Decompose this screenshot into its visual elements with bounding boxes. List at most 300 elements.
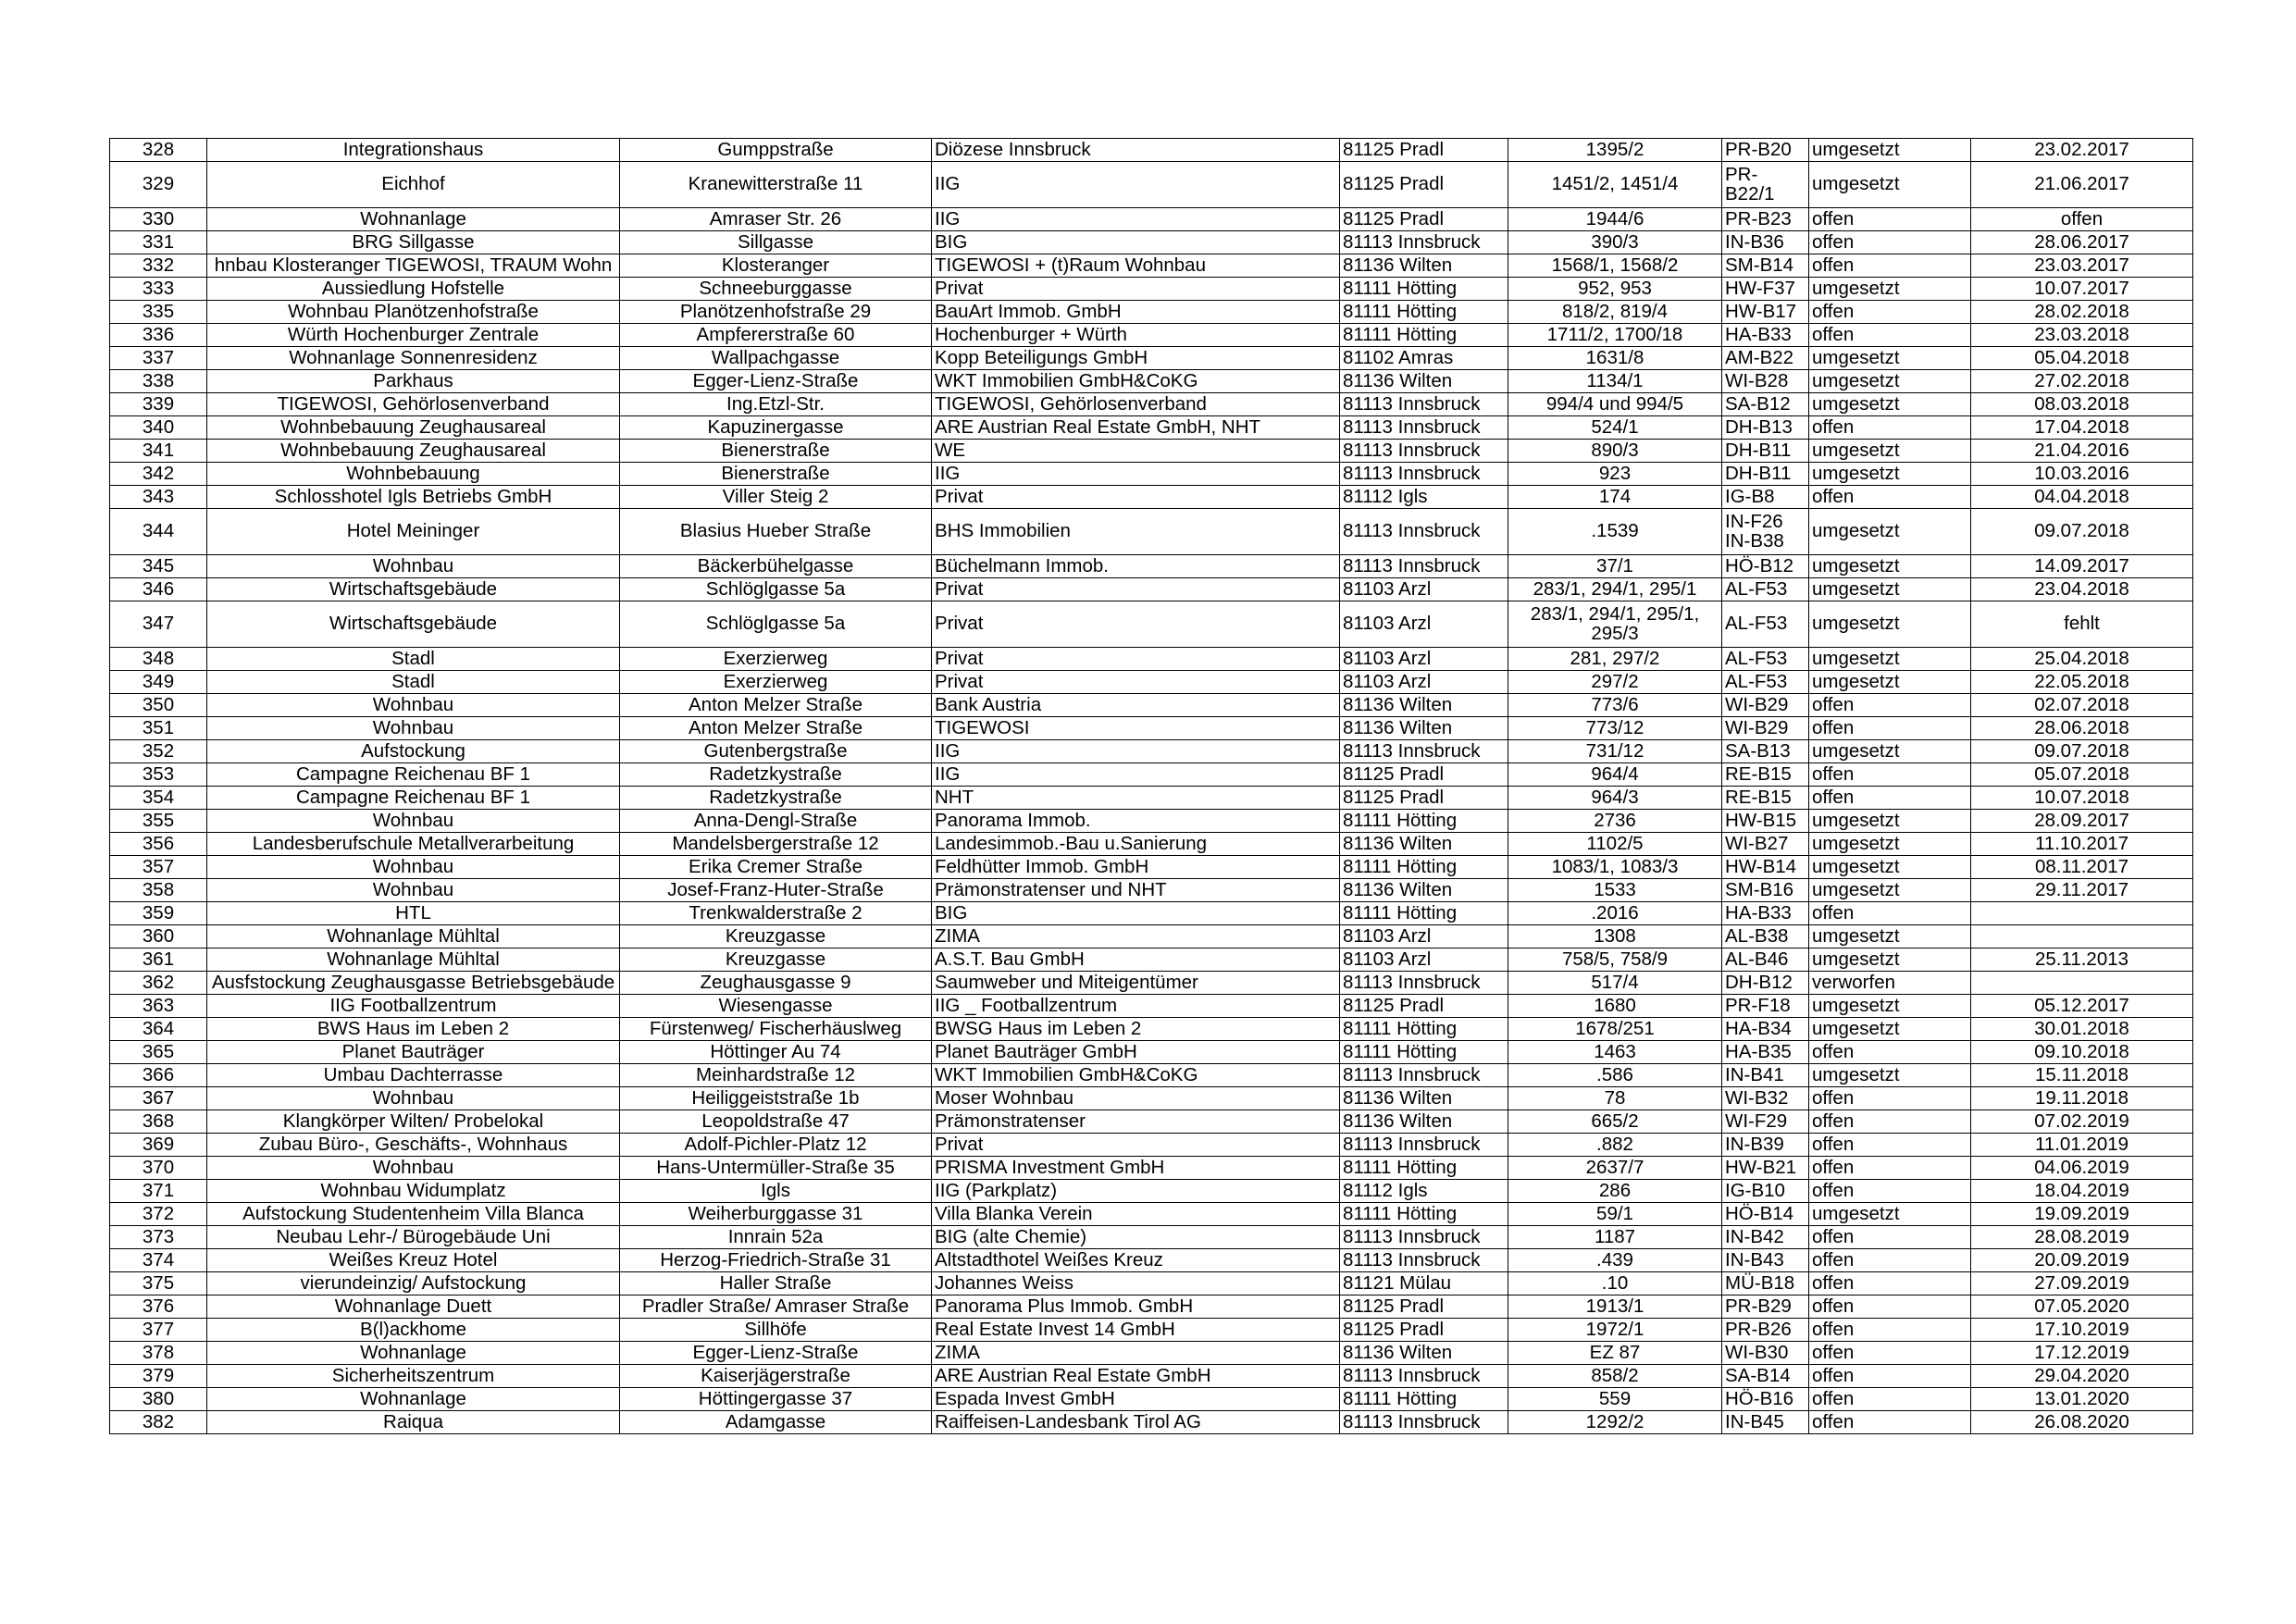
cell-owner: Moser Wohnbau	[932, 1087, 1340, 1110]
cell-date	[1971, 925, 2193, 948]
cell-status: umgesetzt	[1809, 948, 1971, 972]
cell-owner: TIGEWOSI + (t)Raum Wohnbau	[932, 254, 1340, 278]
cell-nr: 335	[110, 301, 207, 324]
cell-code: WI-F29	[1722, 1110, 1809, 1134]
cell-street: Erika Cremer Straße	[620, 856, 932, 879]
cell-nr: 367	[110, 1087, 207, 1110]
table-row	[110, 463, 2193, 486]
cell-district: 81136 Wilten	[1340, 1110, 1508, 1134]
cell-parcel: EZ 87	[1508, 1342, 1722, 1365]
cell-owner: WE	[932, 440, 1340, 463]
table-row	[110, 301, 2193, 324]
cell-district: 81111 Hötting	[1340, 278, 1508, 301]
cell-parcel: .1539	[1508, 509, 1722, 555]
cell-nr: 350	[110, 694, 207, 717]
cell-district: 81113 Innsbruck	[1340, 509, 1508, 555]
table-row	[110, 995, 2193, 1018]
cell-parcel: 1083/1, 1083/3	[1508, 856, 1722, 879]
cell-parcel: .439	[1508, 1249, 1722, 1272]
cell-date: 08.11.2017	[1971, 856, 2193, 879]
cell-nr: 365	[110, 1041, 207, 1064]
cell-parcel: 174	[1508, 486, 1722, 509]
cell-owner: IIG (Parkplatz)	[932, 1180, 1340, 1203]
cell-code: PR-B20	[1722, 139, 1809, 162]
cell-district: 81111 Hötting	[1340, 1203, 1508, 1226]
cell-status: offen	[1809, 1180, 1971, 1203]
table-row	[110, 139, 2193, 162]
cell-date: 07.02.2019	[1971, 1110, 2193, 1134]
cell-date: 13.01.2020	[1971, 1388, 2193, 1411]
cell-status: offen	[1809, 208, 1971, 231]
table-row	[110, 879, 2193, 902]
cell-code: HA-B34	[1722, 1018, 1809, 1041]
cell-project: Wohnanlage Duett	[207, 1295, 620, 1319]
cell-code: RE-B15	[1722, 763, 1809, 787]
table-row	[110, 486, 2193, 509]
cell-parcel: .586	[1508, 1064, 1722, 1087]
table-row	[110, 509, 2193, 555]
cell-status: offen	[1809, 254, 1971, 278]
table-row	[110, 1041, 2193, 1064]
cell-status: umgesetzt	[1809, 1018, 1971, 1041]
cell-code: MÜ-B18	[1722, 1272, 1809, 1295]
cell-district: 81113 Innsbruck	[1340, 1249, 1508, 1272]
cell-owner: ARE Austrian Real Estate GmbH	[932, 1365, 1340, 1388]
cell-street: Leopoldstraße 47	[620, 1110, 932, 1134]
cell-district: 81113 Innsbruck	[1340, 463, 1508, 486]
cell-district: 81136 Wilten	[1340, 370, 1508, 393]
cell-parcel: 1308	[1508, 925, 1722, 948]
cell-status: umgesetzt	[1809, 555, 1971, 578]
cell-nr: 377	[110, 1319, 207, 1342]
cell-code: WI-B29	[1722, 694, 1809, 717]
cell-project: Sicherheitszentrum	[207, 1365, 620, 1388]
cell-parcel: 952, 953	[1508, 278, 1722, 301]
cell-parcel: .10	[1508, 1272, 1722, 1295]
cell-status: umgesetzt	[1809, 509, 1971, 555]
cell-street: Trenkwalderstraße 2	[620, 902, 932, 925]
cell-status: offen	[1809, 324, 1971, 347]
cell-date: 19.09.2019	[1971, 1203, 2193, 1226]
cell-nr: 329	[110, 162, 207, 208]
cell-date: fehlt	[1971, 601, 2193, 648]
cell-nr: 362	[110, 972, 207, 995]
cell-date: 28.09.2017	[1971, 810, 2193, 833]
cell-status: umgesetzt	[1809, 925, 1971, 948]
cell-date	[1971, 902, 2193, 925]
cell-project: Aufstockung	[207, 740, 620, 763]
cell-parcel: 517/4	[1508, 972, 1722, 995]
cell-project: vierundeinzig/ Aufstockung	[207, 1272, 620, 1295]
cell-owner: Feldhütter Immob. GmbH	[932, 856, 1340, 879]
cell-parcel: 758/5, 758/9	[1508, 948, 1722, 972]
cell-date: 23.03.2018	[1971, 324, 2193, 347]
cell-status: offen	[1809, 231, 1971, 254]
cell-owner: WKT Immobilien GmbH&CoKG	[932, 1064, 1340, 1087]
cell-date: 23.02.2017	[1971, 139, 2193, 162]
cell-street: Bienerstraße	[620, 440, 932, 463]
cell-project: Stadl	[207, 671, 620, 694]
cell-status: offen	[1809, 1365, 1971, 1388]
cell-parcel: 890/3	[1508, 440, 1722, 463]
cell-owner: Prämonstratenser	[932, 1110, 1340, 1134]
cell-street: Adamgasse	[620, 1411, 932, 1434]
cell-code: WI-B27	[1722, 833, 1809, 856]
cell-street: Klosteranger	[620, 254, 932, 278]
cell-nr: 376	[110, 1295, 207, 1319]
cell-code: RE-B15	[1722, 787, 1809, 810]
cell-parcel: 1102/5	[1508, 833, 1722, 856]
cell-street: Anton Melzer Straße	[620, 717, 932, 740]
cell-code: IN-B36	[1722, 231, 1809, 254]
cell-status: umgesetzt	[1809, 810, 1971, 833]
cell-project: Weißes Kreuz Hotel	[207, 1249, 620, 1272]
cell-street: Schlöglgasse 5a	[620, 601, 932, 648]
cell-nr: 382	[110, 1411, 207, 1434]
table-row	[110, 925, 2193, 948]
cell-district: 81103 Arzl	[1340, 671, 1508, 694]
cell-street: Bienerstraße	[620, 463, 932, 486]
cell-owner: Privat	[932, 278, 1340, 301]
cell-parcel: 858/2	[1508, 1365, 1722, 1388]
cell-project: TIGEWOSI, Gehörlosenverband	[207, 393, 620, 416]
table-row	[110, 254, 2193, 278]
cell-nr: 349	[110, 671, 207, 694]
cell-parcel: 731/12	[1508, 740, 1722, 763]
cell-code: AL-B46	[1722, 948, 1809, 972]
cell-nr: 338	[110, 370, 207, 393]
cell-status: umgesetzt	[1809, 740, 1971, 763]
table-row	[110, 694, 2193, 717]
cell-owner: BIG (alte Chemie)	[932, 1226, 1340, 1249]
cell-street: Höttinger Au 74	[620, 1041, 932, 1064]
table-row	[110, 231, 2193, 254]
cell-code: HÖ-B16	[1722, 1388, 1809, 1411]
table-row	[110, 1203, 2193, 1226]
table-row	[110, 1110, 2193, 1134]
cell-street: Wiesengasse	[620, 995, 932, 1018]
cell-street: Anton Melzer Straße	[620, 694, 932, 717]
cell-project: Wohnbebauung	[207, 463, 620, 486]
cell-parcel: 390/3	[1508, 231, 1722, 254]
table-row	[110, 902, 2193, 925]
cell-status: offen	[1809, 1087, 1971, 1110]
cell-code: HÖ-B12	[1722, 555, 1809, 578]
cell-nr: 344	[110, 509, 207, 555]
cell-district: 81136 Wilten	[1340, 833, 1508, 856]
cell-district: 81113 Innsbruck	[1340, 416, 1508, 440]
cell-street: Mandelsbergerstraße 12	[620, 833, 932, 856]
cell-date: 11.01.2019	[1971, 1134, 2193, 1157]
cell-status: umgesetzt	[1809, 578, 1971, 601]
cell-district: 81111 Hötting	[1340, 902, 1508, 925]
cell-nr: 345	[110, 555, 207, 578]
cell-status: umgesetzt	[1809, 1203, 1971, 1226]
cell-street: Schlöglgasse 5a	[620, 578, 932, 601]
cell-status: verworfen	[1809, 972, 1971, 995]
cell-code: WI-B30	[1722, 1342, 1809, 1365]
cell-code: PR-B26	[1722, 1319, 1809, 1342]
cell-nr: 332	[110, 254, 207, 278]
cell-code: IN-B39	[1722, 1134, 1809, 1157]
table-row	[110, 833, 2193, 856]
cell-code: WI-B32	[1722, 1087, 1809, 1110]
cell-street: Igls	[620, 1180, 932, 1203]
cell-code: HW-B14	[1722, 856, 1809, 879]
cell-code: HW-F37	[1722, 278, 1809, 301]
cell-parcel: 964/3	[1508, 787, 1722, 810]
cell-parcel: 994/4 und 994/5	[1508, 393, 1722, 416]
cell-status: offen	[1809, 1388, 1971, 1411]
cell-date: 28.08.2019	[1971, 1226, 2193, 1249]
cell-nr: 361	[110, 948, 207, 972]
cell-owner: Villa Blanka Verein	[932, 1203, 1340, 1226]
cell-status: offen	[1809, 1342, 1971, 1365]
cell-code: WI-B28	[1722, 370, 1809, 393]
cell-parcel: 1451/2, 1451/4	[1508, 162, 1722, 208]
table-row	[110, 162, 2193, 208]
cell-status: offen	[1809, 694, 1971, 717]
cell-owner: Panorama Plus Immob. GmbH	[932, 1295, 1340, 1319]
cell-date: 23.04.2018	[1971, 578, 2193, 601]
cell-district: 81125 Pradl	[1340, 208, 1508, 231]
cell-project: Eichhof	[207, 162, 620, 208]
cell-project: Wohnbau	[207, 717, 620, 740]
cell-owner: IIG	[932, 162, 1340, 208]
cell-status: offen	[1809, 1226, 1971, 1249]
cell-status: umgesetzt	[1809, 347, 1971, 370]
cell-nr: 355	[110, 810, 207, 833]
cell-district: 81112 Igls	[1340, 1180, 1508, 1203]
cell-code: IG-B10	[1722, 1180, 1809, 1203]
cell-date	[1971, 972, 2193, 995]
table-row	[110, 1226, 2193, 1249]
cell-date: 28.06.2018	[1971, 717, 2193, 740]
cell-date: 11.10.2017	[1971, 833, 2193, 856]
cell-owner: Büchelmann Immob.	[932, 555, 1340, 578]
cell-project: Campagne Reichenau BF 1	[207, 787, 620, 810]
table-row	[110, 671, 2193, 694]
cell-code: IN-F26 IN-B38	[1722, 509, 1809, 555]
cell-nr: 371	[110, 1180, 207, 1203]
cell-district: 81121 Mülau	[1340, 1272, 1508, 1295]
table-row	[110, 1388, 2193, 1411]
cell-project: Wirtschaftsgebäude	[207, 601, 620, 648]
cell-parcel: 1134/1	[1508, 370, 1722, 393]
cell-street: Wallpachgasse	[620, 347, 932, 370]
cell-code: IN-B45	[1722, 1411, 1809, 1434]
cell-code: IN-B42	[1722, 1226, 1809, 1249]
cell-nr: 346	[110, 578, 207, 601]
cell-date: 19.11.2018	[1971, 1087, 2193, 1110]
cell-status: offen	[1809, 763, 1971, 787]
cell-street: Hans-Untermüller-Straße 35	[620, 1157, 932, 1180]
cell-date: 10.03.2016	[1971, 463, 2193, 486]
cell-project: Wohnanlage	[207, 1388, 620, 1411]
cell-parcel: 665/2	[1508, 1110, 1722, 1134]
cell-street: Sillhöfe	[620, 1319, 932, 1342]
cell-date: 07.05.2020	[1971, 1295, 2193, 1319]
cell-street: Gutenbergstraße	[620, 740, 932, 763]
cell-district: 81125 Pradl	[1340, 995, 1508, 1018]
cell-nr: 375	[110, 1272, 207, 1295]
cell-project: Planet Bauträger	[207, 1041, 620, 1064]
cell-status: umgesetzt	[1809, 393, 1971, 416]
cell-status: umgesetzt	[1809, 370, 1971, 393]
cell-code: SM-B14	[1722, 254, 1809, 278]
cell-parcel: 773/6	[1508, 694, 1722, 717]
cell-code: HA-B35	[1722, 1041, 1809, 1064]
cell-district: 81125 Pradl	[1340, 787, 1508, 810]
cell-date: 17.12.2019	[1971, 1342, 2193, 1365]
cell-parcel: 1187	[1508, 1226, 1722, 1249]
cell-street: Höttingergasse 37	[620, 1388, 932, 1411]
cell-district: 81111 Hötting	[1340, 1157, 1508, 1180]
cell-status: offen	[1809, 1134, 1971, 1157]
cell-owner: ZIMA	[932, 925, 1340, 948]
table-row	[110, 1018, 2193, 1041]
cell-nr: 373	[110, 1226, 207, 1249]
cell-date: 30.01.2018	[1971, 1018, 2193, 1041]
cell-nr: 372	[110, 1203, 207, 1226]
cell-date: 08.03.2018	[1971, 393, 2193, 416]
cell-date: 21.04.2016	[1971, 440, 2193, 463]
cell-owner: BauArt Immob. GmbH	[932, 301, 1340, 324]
cell-street: Planötzenhofstraße 29	[620, 301, 932, 324]
table-row	[110, 416, 2193, 440]
cell-nr: 336	[110, 324, 207, 347]
cell-street: Pradler Straße/ Amraser Straße	[620, 1295, 932, 1319]
cell-status: offen	[1809, 1272, 1971, 1295]
cell-parcel: 964/4	[1508, 763, 1722, 787]
cell-owner: Altstadthotel Weißes Kreuz	[932, 1249, 1340, 1272]
cell-project: Würth Hochenburger Zentrale	[207, 324, 620, 347]
cell-code: PR- B22/1	[1722, 162, 1809, 208]
cell-parcel: 2736	[1508, 810, 1722, 833]
cell-code: DH-B11	[1722, 440, 1809, 463]
cell-status: offen	[1809, 416, 1971, 440]
cell-district: 81125 Pradl	[1340, 1295, 1508, 1319]
cell-district: 81125 Pradl	[1340, 763, 1508, 787]
table-row	[110, 1295, 2193, 1319]
cell-district: 81136 Wilten	[1340, 254, 1508, 278]
cell-owner: Real Estate Invest 14 GmbH	[932, 1319, 1340, 1342]
cell-code: AL-F53	[1722, 578, 1809, 601]
cell-date: 17.04.2018	[1971, 416, 2193, 440]
cell-nr: 351	[110, 717, 207, 740]
cell-owner: Hochenburger + Würth	[932, 324, 1340, 347]
table-row	[110, 787, 2193, 810]
cell-nr: 379	[110, 1365, 207, 1388]
cell-parcel: 281, 297/2	[1508, 648, 1722, 671]
table-row	[110, 370, 2193, 393]
cell-date: 02.07.2018	[1971, 694, 2193, 717]
cell-owner: Bank Austria	[932, 694, 1340, 717]
cell-project: BRG Sillgasse	[207, 231, 620, 254]
cell-code: SA-B14	[1722, 1365, 1809, 1388]
table-row	[110, 440, 2193, 463]
cell-district: 81111 Hötting	[1340, 856, 1508, 879]
cell-nr: 330	[110, 208, 207, 231]
cell-district: 81113 Innsbruck	[1340, 393, 1508, 416]
cell-parcel: 1678/251	[1508, 1018, 1722, 1041]
cell-street: Fürstenweg/ Fischerhäuslweg	[620, 1018, 932, 1041]
cell-district: 81125 Pradl	[1340, 1319, 1508, 1342]
cell-date: 15.11.2018	[1971, 1064, 2193, 1087]
cell-code: HÖ-B14	[1722, 1203, 1809, 1226]
cell-nr: 341	[110, 440, 207, 463]
cell-street: Kaiserjägerstraße	[620, 1365, 932, 1388]
cell-project: Wohnbau Widumplatz	[207, 1180, 620, 1203]
cell-owner: ZIMA	[932, 1342, 1340, 1365]
cell-project: Wohnbau	[207, 810, 620, 833]
cell-code: IG-B8	[1722, 486, 1809, 509]
project-table	[109, 138, 2193, 1434]
cell-street: Ampfererstraße 60	[620, 324, 932, 347]
table-row	[110, 1272, 2193, 1295]
cell-code: SA-B12	[1722, 393, 1809, 416]
cell-status: offen	[1809, 1041, 1971, 1064]
cell-street: Blasius Hueber Straße	[620, 509, 932, 555]
table-row	[110, 810, 2193, 833]
cell-street: Egger-Lienz-Straße	[620, 370, 932, 393]
cell-nr: 353	[110, 763, 207, 787]
cell-parcel: 524/1	[1508, 416, 1722, 440]
cell-street: Exerzierweg	[620, 648, 932, 671]
table-row	[110, 648, 2193, 671]
cell-date: 10.07.2018	[1971, 787, 2193, 810]
cell-parcel: 283/1, 294/1, 295/1	[1508, 578, 1722, 601]
cell-street: Kapuzinergasse	[620, 416, 932, 440]
cell-owner: NHT	[932, 787, 1340, 810]
cell-status: offen	[1809, 717, 1971, 740]
cell-project: Aussiedlung Hofstelle	[207, 278, 620, 301]
cell-street: Radetzkystraße	[620, 787, 932, 810]
cell-project: Wohnbebauung Zeughausareal	[207, 416, 620, 440]
cell-street: Kreuzgasse	[620, 925, 932, 948]
cell-owner: Planet Bauträger GmbH	[932, 1041, 1340, 1064]
cell-project: Klangkörper Wilten/ Probelokal	[207, 1110, 620, 1134]
cell-nr: 370	[110, 1157, 207, 1180]
table-row	[110, 948, 2193, 972]
table-row	[110, 578, 2193, 601]
cell-status: offen	[1809, 902, 1971, 925]
table-row	[110, 601, 2193, 648]
cell-status: umgesetzt	[1809, 833, 1971, 856]
cell-owner: TIGEWOSI, Gehörlosenverband	[932, 393, 1340, 416]
cell-street: Radetzkystraße	[620, 763, 932, 787]
cell-owner: PRISMA Investment GmbH	[932, 1157, 1340, 1180]
cell-owner: IIG	[932, 740, 1340, 763]
cell-street: Exerzierweg	[620, 671, 932, 694]
cell-street: Egger-Lienz-Straße	[620, 1342, 932, 1365]
cell-owner: Privat	[932, 648, 1340, 671]
cell-status: offen	[1809, 1319, 1971, 1342]
cell-date: 04.06.2019	[1971, 1157, 2193, 1180]
cell-parcel: 1711/2, 1700/18	[1508, 324, 1722, 347]
cell-project: Wohnanlage	[207, 1342, 620, 1365]
cell-code: AL-B38	[1722, 925, 1809, 948]
table-row	[110, 555, 2193, 578]
cell-code: HA-B33	[1722, 902, 1809, 925]
cell-district: 81113 Innsbruck	[1340, 740, 1508, 763]
cell-project: Raiqua	[207, 1411, 620, 1434]
table-row	[110, 972, 2193, 995]
table-row	[110, 1064, 2193, 1087]
cell-code: DH-B11	[1722, 463, 1809, 486]
cell-nr: 366	[110, 1064, 207, 1087]
cell-date: 14.09.2017	[1971, 555, 2193, 578]
